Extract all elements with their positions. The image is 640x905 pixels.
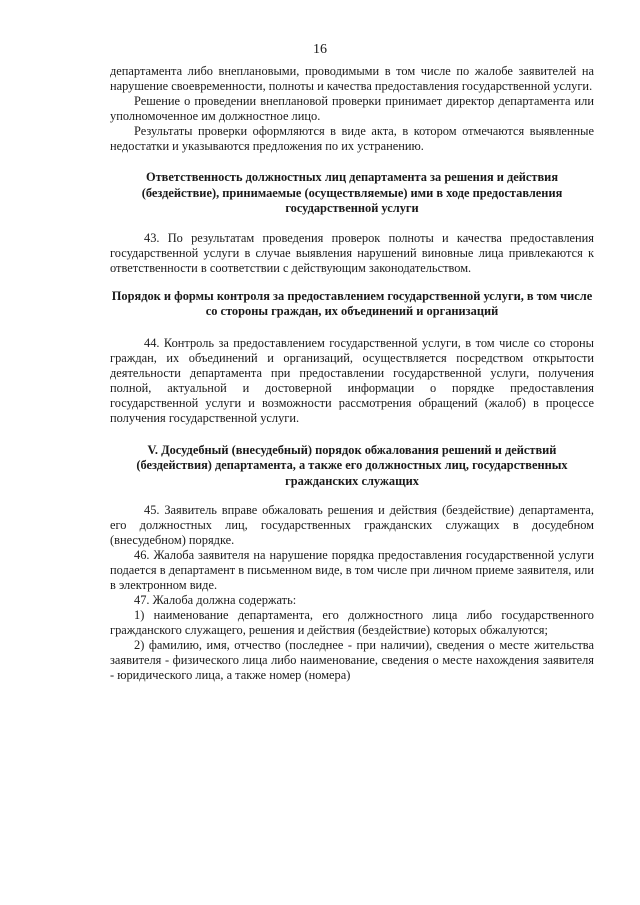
paragraph-43: 43. По результатам проведения проверок полноты и качества предоставления государственной услуги в случае выявления нарушений виновные лица привлекаются к ответственности в соответствии с действующим законодательством. (110, 230, 594, 275)
paragraph-46: 46. Жалоба заявителя на нарушение порядка предоставления государственной услуги подается в департамент в письменном виде, в том числе при личном приеме заявителя, или в электронном виде. (110, 548, 594, 592)
paragraph-inspection-results: Результаты проверки оформляются в виде акта, в котором отмечаются выявленные недостатки и указываются предложения по их устранению. (110, 124, 594, 153)
page-number: 16 (313, 42, 327, 57)
section-heading-appeal: V. Досудебный (внесудебный) порядок обжалования решений и действий (бездействия) департамента, а также его должностных лиц, государственных гражданских служащих (136, 442, 568, 488)
paragraph-47-item-2: 2) фамилию, имя, отчество (последнее - при наличии), сведения о месте жительства заявителя - физического лица либо наименование, сведения о месте нахождения заявителя - юридического лица, а также номер (номера) (110, 638, 594, 682)
document-body (110, 64, 594, 683)
paragraph-inspection-decision: Решение о проведении внеплановой проверки принимает директор департамента или уполномоченное им должностное лицо. (110, 94, 594, 123)
paragraph-47-item-1: 1) наименование департамента, его должностного лица либо государственного гражданского служащего, решения и действия (бездействие) которых обжалуются; (110, 608, 594, 637)
section-heading-responsibility: Ответственность должностных лиц департамента за решения и действия (бездействие), принимаемые (осуществляемые) ими в ходе предоставления государственной услуги (141, 170, 563, 215)
paragraph-45: 45. Заявитель вправе обжаловать решения и действия (бездействие) департамента, его должностных лиц, государственных гражданских служащих в досудебном (внесудебном) порядке. (110, 503, 594, 547)
paragraph-44: 44. Контроль за предоставлением государственной услуги, в том числе со стороны граждан, их объединений и организаций, осуществляется посредством открытости деятельности департамента при предоставлении государственной услуги, получения полной, актуальной и достоверной информации о порядке предоставления государственной услуги и возможности рассмотрения обращений (жалоб) в процессе получения государственной услуги. (110, 335, 594, 425)
paragraph-47: 47. Жалоба должна содержать: (134, 593, 297, 607)
paragraph-continuation: департамента либо внеплановыми, проводимыми в том числе по жалобе заявителей на нарушение своевременности, полноты и качества предоставления государственной услуги. (110, 64, 594, 93)
section-heading-control: Порядок и формы контроля за предоставлением государственной услуги, в том числе со стороны граждан, их объединений и организаций (111, 288, 593, 318)
